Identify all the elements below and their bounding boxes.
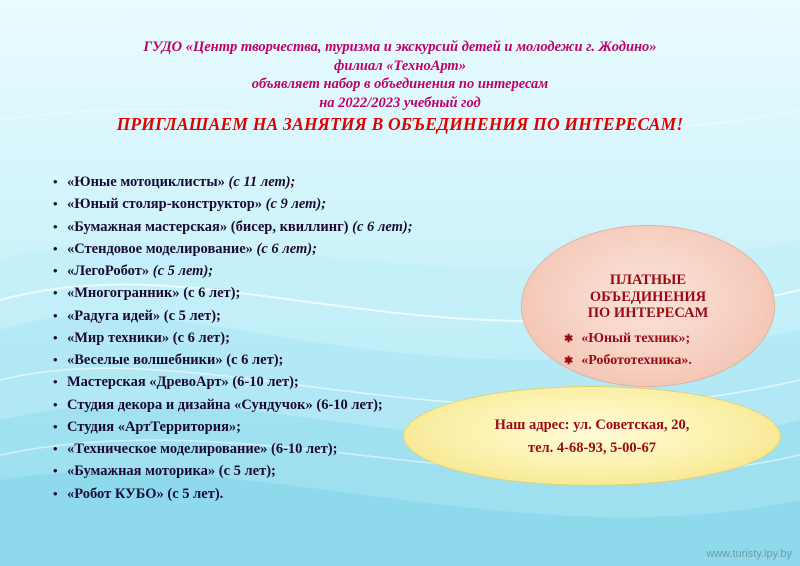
- bullet-icon: •: [53, 352, 58, 367]
- club-name: «Мир техники»: [67, 329, 170, 346]
- paid-clubs-oval: [522, 226, 774, 386]
- paid-club-name: «Юный техник»;: [581, 331, 691, 346]
- club-item: [53, 282, 413, 304]
- branch-name: филиал «ТехноАрт»: [334, 57, 466, 74]
- bullet-icon: •: [53, 174, 58, 189]
- club-age: (с 6 лет);: [252, 240, 317, 257]
- club-age: (с 6 лет);: [169, 329, 230, 346]
- club-name: «Робот КУБО»: [67, 485, 164, 502]
- club-item: [53, 238, 413, 260]
- paid-clubs-list: [564, 328, 692, 372]
- club-name: «Бумажная мастерская» (бисер, квиллинг): [67, 218, 349, 235]
- announcement-header: [0, 38, 800, 136]
- paid-club-item: [564, 350, 692, 372]
- bullet-icon: •: [53, 329, 58, 345]
- club-name: «Техническое моделирование»: [67, 441, 268, 457]
- club-item: [53, 260, 413, 282]
- address-block: [404, 414, 780, 460]
- paid-title-line: ПО ИНТЕРЕСАМ: [587, 305, 709, 321]
- club-item: [53, 394, 413, 416]
- club-age: (с 6 лет);: [348, 218, 413, 235]
- star-bullet-icon: ✱: [564, 355, 574, 367]
- bullet-icon: •: [53, 441, 58, 456]
- club-name: «Юные мотоциклисты»: [67, 174, 225, 190]
- club-name: «Бумажная моторика»: [67, 463, 216, 480]
- org-name: ГУДО «Центр творчества, туризма и экскурсий детей и молодежи г. Жодино»: [143, 39, 657, 55]
- club-item: [53, 216, 413, 238]
- club-name: Студия «АртТерритория»;: [67, 418, 241, 435]
- star-bullet-icon: ✱: [564, 333, 574, 345]
- club-age: (с 5 лет);: [149, 263, 214, 279]
- club-age: (с 5 лет);: [215, 463, 276, 480]
- watermark: www.turisty.lpy.by: [706, 548, 792, 560]
- paid-club-item: [564, 328, 692, 350]
- club-age: (с 6 лет);: [222, 352, 284, 368]
- bullet-icon: •: [53, 240, 58, 256]
- bullet-icon: •: [53, 463, 58, 479]
- club-item: [53, 438, 413, 460]
- paid-club-name: «Робототехника».: [581, 353, 692, 368]
- paid-title-line: ПЛАТНЫЕ: [609, 272, 687, 288]
- bullet-icon: •: [53, 263, 58, 278]
- bullet-icon: •: [53, 418, 58, 434]
- club-age: (с 5 лет);: [160, 307, 221, 324]
- club-age: (с 5 лет).: [163, 485, 224, 502]
- club-item: [53, 327, 413, 349]
- paid-title-line: ОБЪЕДИНЕНИЯ: [589, 288, 707, 305]
- club-item: [53, 416, 413, 438]
- school-year: на 2022/2023 учебный год: [319, 94, 481, 111]
- club-age: (6-10 лет);: [228, 374, 299, 391]
- bullet-icon: •: [53, 374, 58, 390]
- club-name: «Стендовое моделирование»: [67, 240, 253, 257]
- club-item: [53, 371, 413, 393]
- announcement-text: объявляет набор в объединения по интересам: [251, 76, 549, 92]
- club-name: «Юный столяр-конструктор»: [67, 196, 263, 213]
- paid-clubs-title: [522, 272, 774, 322]
- club-item: [53, 193, 413, 215]
- bullet-icon: •: [53, 218, 58, 234]
- club-item: [53, 460, 413, 482]
- bullet-icon: •: [53, 396, 58, 412]
- club-age: (с 9 лет);: [262, 196, 327, 213]
- club-item: [53, 305, 413, 327]
- bullet-icon: •: [53, 307, 58, 323]
- club-age: (с 11 лет);: [224, 174, 296, 190]
- club-name: «Многогранник»: [67, 285, 180, 302]
- address-oval: [404, 387, 780, 485]
- bullet-icon: •: [53, 285, 58, 301]
- club-name: «ЛегоРобот»: [67, 263, 150, 279]
- club-age: (6-10 лет);: [312, 396, 383, 413]
- club-item: [53, 349, 413, 371]
- bullet-icon: •: [53, 485, 58, 501]
- club-name: Студия декора и дизайна «Сундучок»: [67, 396, 313, 413]
- invitation-headline: ПРИГЛАШАЕМ НА ЗАНЯТИЯ В ОБЪЕДИНЕНИЯ ПО ИНТЕРЕСАМ!: [116, 114, 684, 134]
- club-item: [53, 483, 413, 505]
- club-item: [53, 171, 413, 193]
- club-list: [53, 171, 413, 505]
- club-age: (6-10 лет);: [267, 441, 338, 457]
- club-age: (с 6 лет);: [179, 285, 241, 302]
- club-name: «Радуга идей»: [67, 307, 161, 324]
- address-street: Наш адрес: ул. Советская, 20,: [494, 417, 690, 433]
- club-name: «Веселые волшебники»: [67, 352, 223, 368]
- club-name: Мастерская «ДревоАрт»: [67, 374, 229, 391]
- address-phones: тел. 4-68-93, 5-00-67: [527, 440, 656, 456]
- bullet-icon: •: [53, 196, 58, 212]
